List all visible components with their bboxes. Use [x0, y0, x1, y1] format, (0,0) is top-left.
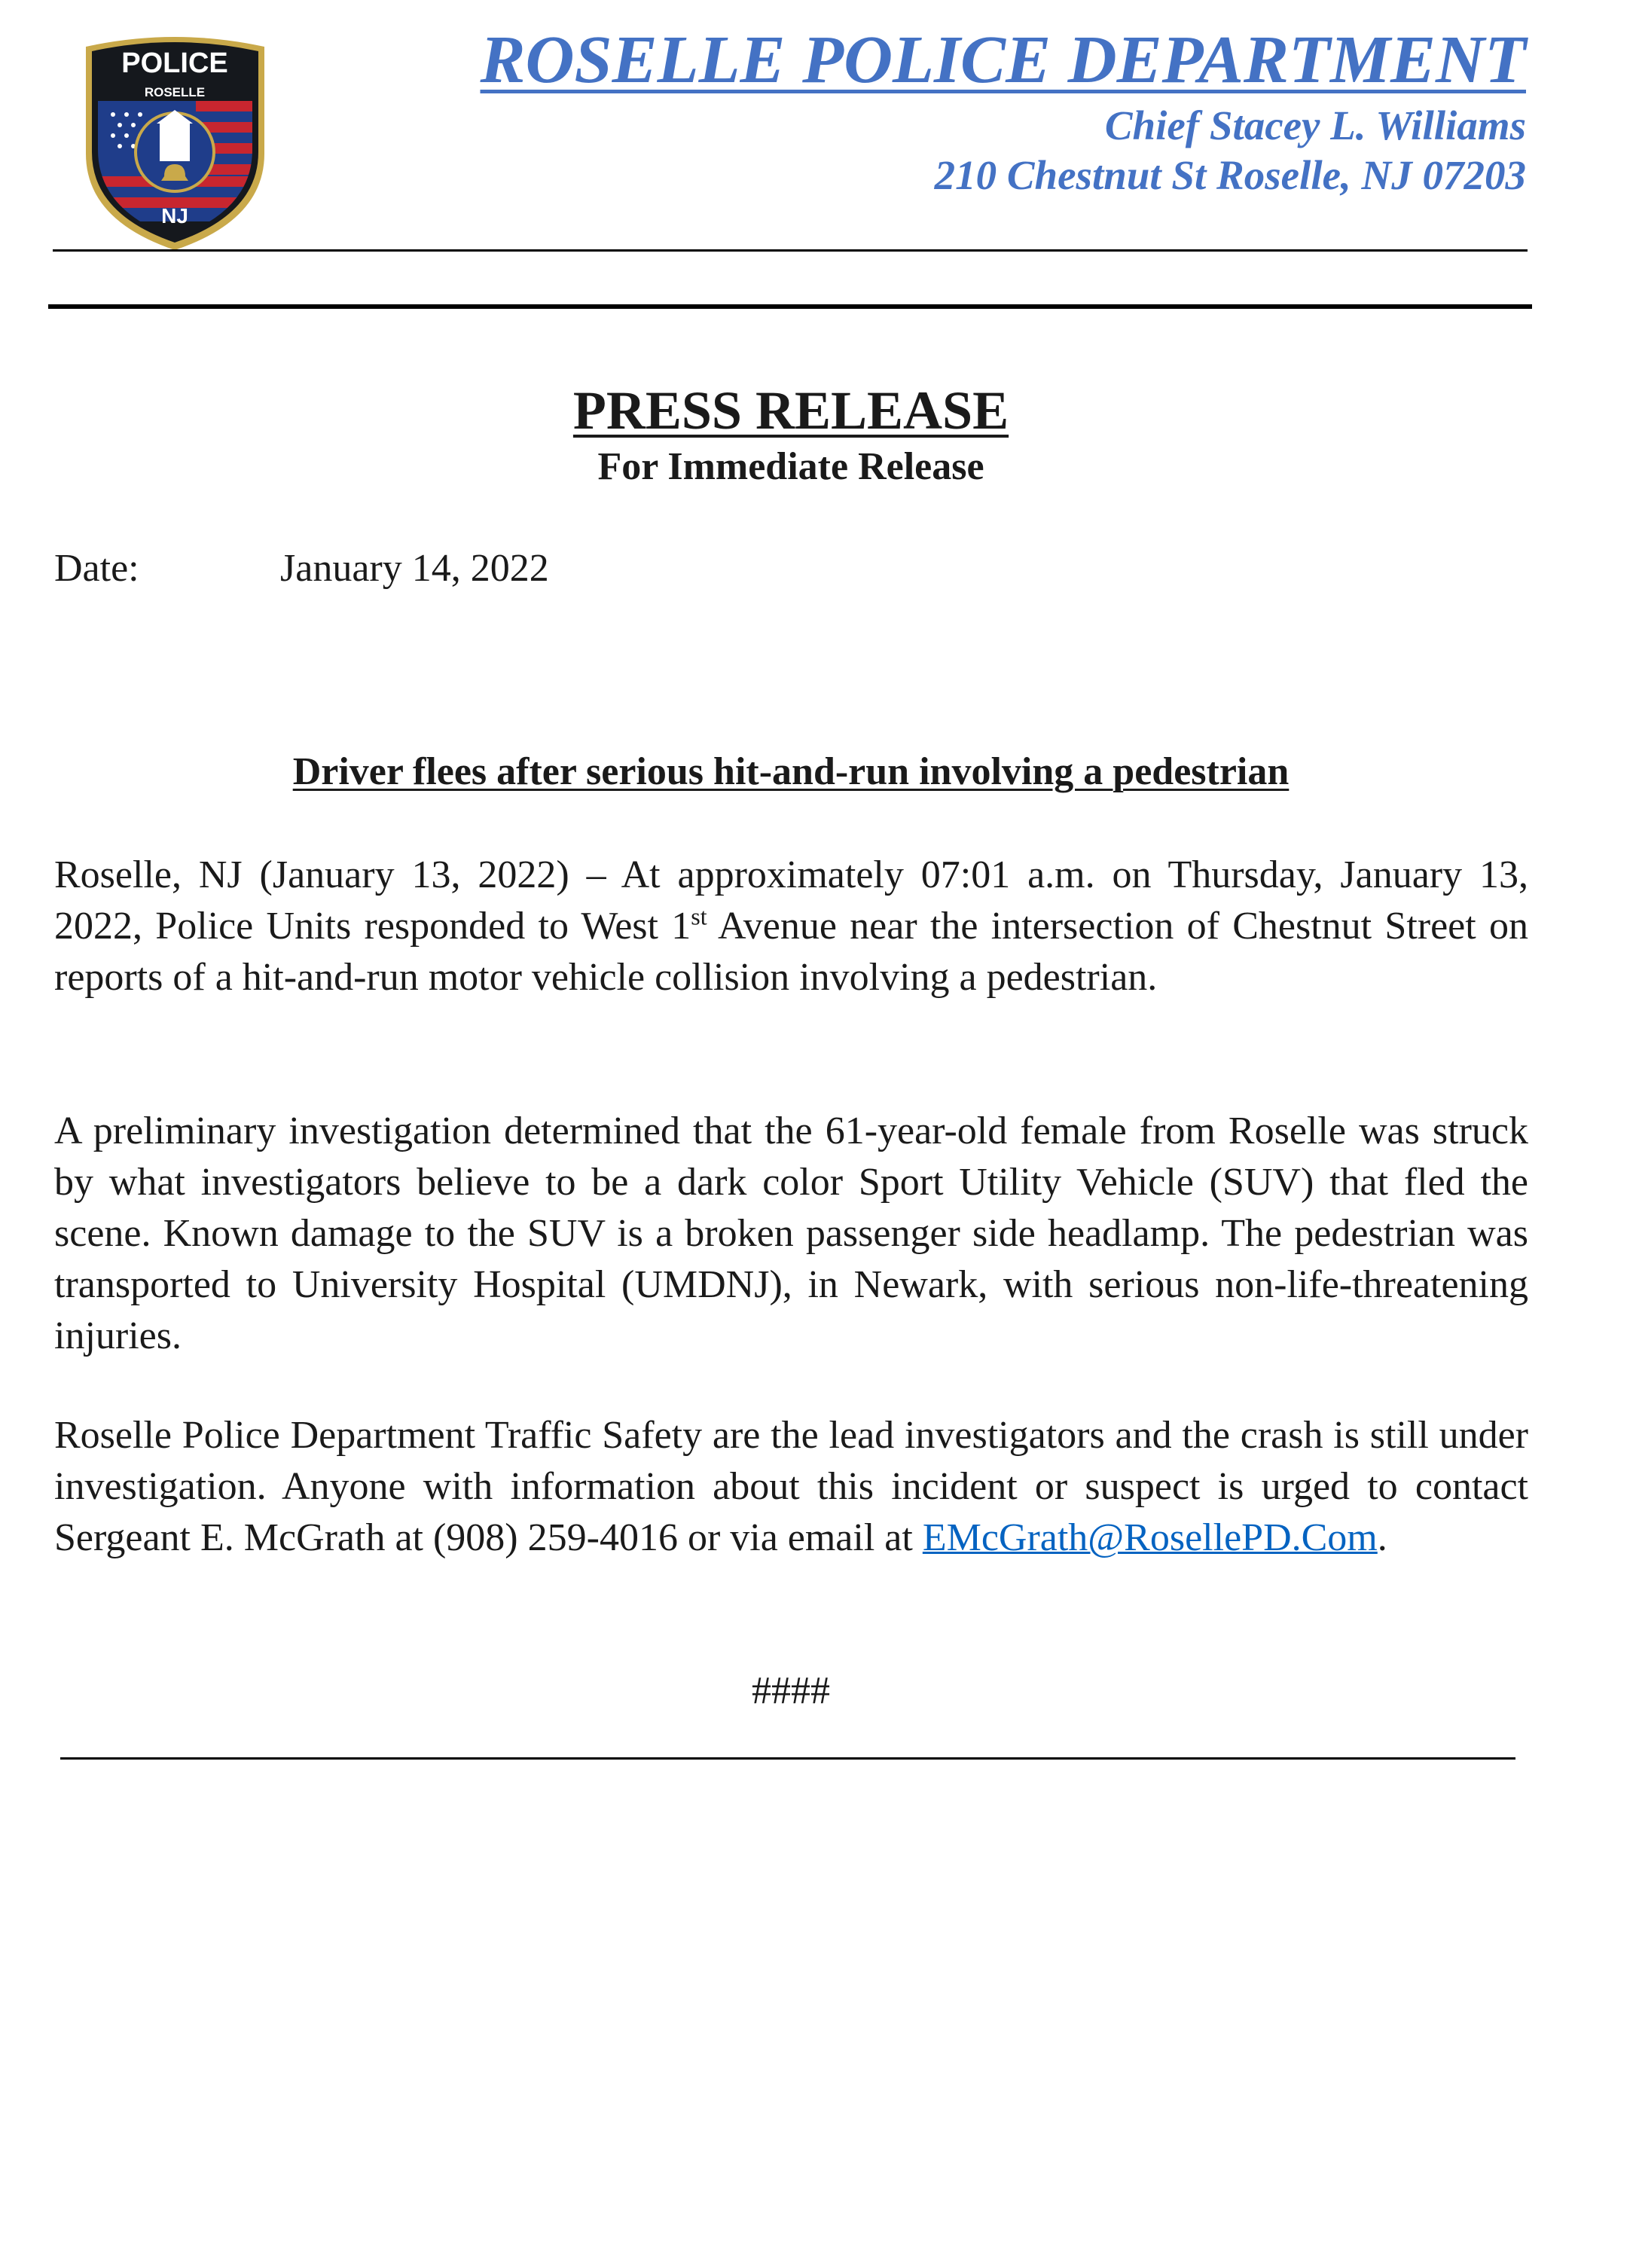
paragraph-1: Roselle, NJ (January 13, 2022) – At approximately 07:01 a.m. on Thursday, January 13, 2022, Police Units responded to West 1st Avenue near the intersection of Chestnut Street on reports of a hit-and-run motor vehicle collision involving a pedestrian.	[54, 853, 1528, 999]
paragraph-3: Roselle Police Department Traffic Safety are the lead investigators and the crash is still under investigation. Anyone with information about this incident or suspect is urged to contact Sergeant E. McGrath at (908) 259-4016 or via email at EMcGrath@RosellePD.Com.	[54, 1414, 1528, 1559]
footer-divider	[60, 1757, 1515, 1760]
article-headline: Driver flees after serious hit-and-run involving a pedestrian	[292, 750, 1290, 793]
email-link[interactable]: EMcGrath@RosellePD.Com	[922, 1516, 1378, 1559]
end-mark: ####	[752, 1669, 830, 1712]
paragraph-2: A preliminary investigation determined that the 61-year-old female from Roselle was struck by what investigators believe to be a dark color Sport Utility Vehicle (SUV) that fled the scene. Known damage to the SUV is a broken passenger side headlamp. The pedestrian was transported to University Hospital (UMDNJ), in Newark, with serious non-life-threatening injuries.	[54, 1110, 1528, 1357]
police-badge-logo	[75, 26, 275, 252]
date-value: January 14, 2022	[280, 547, 549, 590]
chief-name: Chief Stacey L. Williams	[1104, 102, 1526, 148]
badge-bottom-text: NJ	[161, 204, 188, 227]
press-release-title: PRESS RELEASE	[572, 380, 1009, 441]
department-name: ROSELLE POLICE DEPARTMENT	[480, 23, 1526, 97]
department-address: 210 Chestnut St Roselle, NJ 07203	[934, 152, 1526, 198]
header-divider-thin	[53, 249, 1528, 252]
date-label: Date:	[54, 547, 139, 590]
header-divider-thick	[48, 304, 1532, 309]
press-release-subtitle: For Immediate Release	[597, 445, 984, 488]
badge-middle-text: ROSELLE	[144, 85, 206, 99]
badge-top-text: POLICE	[121, 47, 228, 79]
